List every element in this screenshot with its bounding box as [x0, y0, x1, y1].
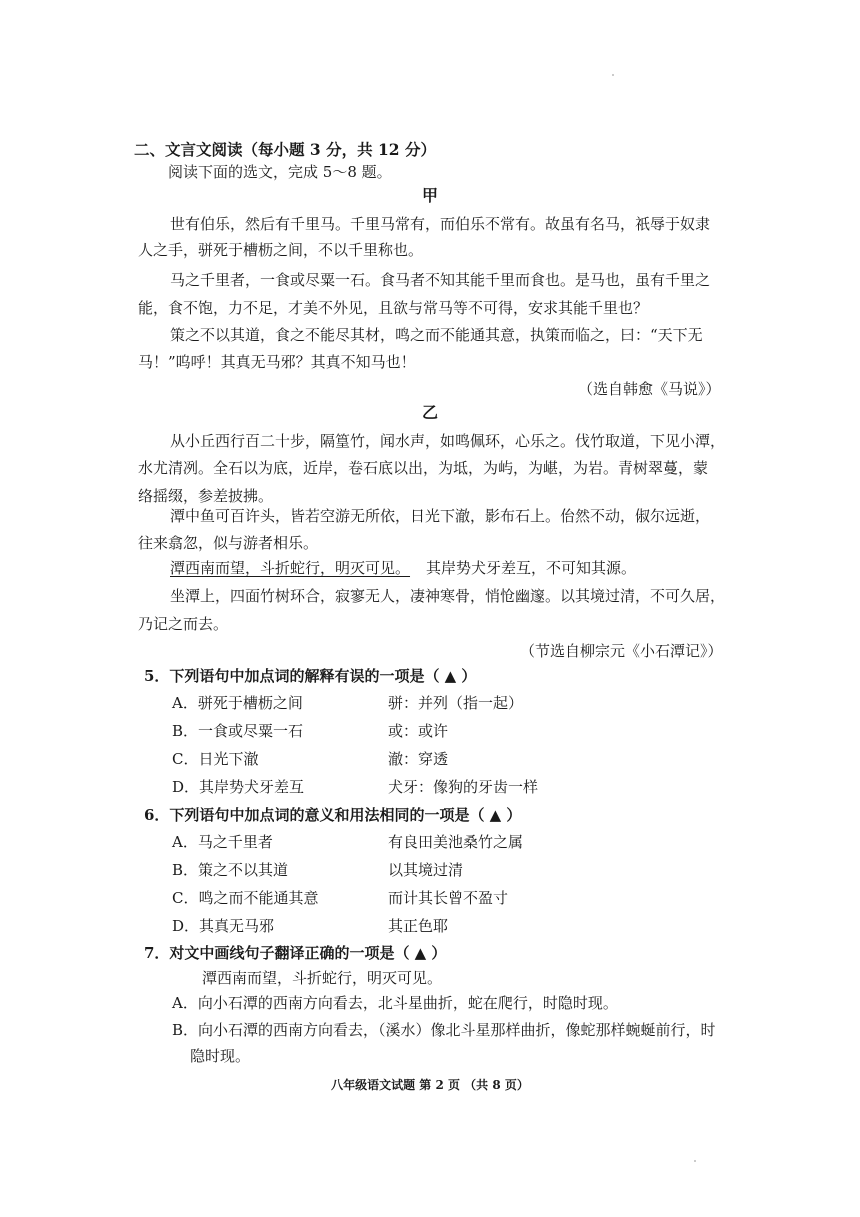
- q6-option-a: A．马之千里者: [172, 833, 273, 851]
- scan-speck: [612, 74, 614, 76]
- question-7-stem: 7．对文中画线句子翻译正确的一项是（ ▲ ）: [144, 944, 447, 962]
- q7-option-a: A．向小石潭的西南方向看去，北斗星曲折，蛇在爬行，时隐时现。: [172, 994, 618, 1012]
- passage-b-line: 水尤清冽。全石以为底，近岸，卷石底以出，为坻，为屿，为嵁，为岩。青树翠蔓，蒙: [138, 459, 709, 477]
- passage-b-line: 潭中鱼可百许头，皆若空游无所依，日光下澈，影布石上。佁然不动，俶尔远逝，: [170, 507, 711, 525]
- q6-option-c-compare: 而计其长曾不盈寸: [388, 889, 509, 907]
- passage-b-source: （节选自柳宗元《小石潭记》）: [520, 642, 723, 660]
- passage-b-line: 坐潭上，四面竹树环合，寂寥无人，凄神寒骨，悄怆幽邃。以其境过清，不可久居，: [170, 587, 726, 605]
- passage-a-source: （选自韩愈《马说》）: [578, 380, 721, 398]
- q7-option-b-continued: 隐时现。: [190, 1047, 251, 1065]
- q6-option-d: D．其真无马邪: [172, 917, 275, 935]
- q6-option-b: B．策之不以其道: [172, 861, 289, 879]
- q5-option-b: B．一食或尽粟一石: [172, 722, 304, 740]
- q7-option-b: B．向小石潭的西南方向看去，（溪水）像北斗星那样曲折，像蛇那样蜿蜒前行，时: [172, 1021, 716, 1039]
- q5-option-b-gloss: 或：或许: [388, 722, 449, 740]
- passage-a-line: 人之手，骈死于槽枥之间，不以千里称也。: [138, 241, 424, 259]
- scan-speck: [694, 1160, 696, 1162]
- q5-option-c: C．日光下澈: [172, 750, 259, 768]
- q6-option-a-compare: 有良田美池桑竹之属: [388, 833, 524, 851]
- passage-a-line: 能，食不饱，力不足，才美不外见，且欲与常马等不可得，安求其能千里也？: [138, 299, 649, 317]
- question-6-stem: 6．下列语句中加点词的意义和用法相同的一项是（ ▲ ）: [144, 806, 522, 824]
- passage-a-line: 世有伯乐，然后有千里马。千里马常有，而伯乐不常有。故虽有名马，祇辱于奴隶: [170, 215, 711, 233]
- q5-option-a-gloss: 骈：并列（指一起）: [388, 694, 524, 712]
- passage-b-line: 往来翕忽，似与游者相乐。: [138, 534, 319, 552]
- passage-b-line: 乃记之而去。: [138, 615, 229, 633]
- passage-a-line: 马之千里者，一食或尽粟一石。食马者不知其能千里而食也。是马也，虽有千里之: [170, 271, 711, 289]
- passage-b-title: 乙: [421, 403, 438, 422]
- q5-option-a: A．骈死于槽枥之间: [172, 694, 303, 712]
- page-footer: 八年级语文试题 第 2 页 （共 8 页）: [331, 1078, 529, 1092]
- q5-option-c-gloss: 澈：穿透: [388, 750, 449, 768]
- passage-b-line: 其岸势犬牙差互，不可知其源。: [426, 559, 637, 577]
- q7-quoted-sentence: 潭西南而望，斗折蛇行，明灭可见。: [202, 969, 443, 987]
- passage-a-title: 甲: [421, 186, 438, 205]
- passage-a-line: 马！”呜呼！其真无马邪？其真不知马也！: [138, 353, 416, 371]
- question-5-stem: 5．下列语句中加点词的解释有误的一项是（ ▲ ）: [144, 667, 477, 685]
- underlined-sentence: 潭西南而望，斗折蛇行，明灭可见。: [170, 559, 411, 577]
- passage-b-line: 络摇缀，参差披拂。: [138, 487, 274, 505]
- passage-a-line: 策之不以其道，食之不能尽其材，鸣之而不能通其意，执策而临之，曰：“天下无: [170, 326, 703, 344]
- q5-option-d: D．其岸势犬牙差互: [172, 778, 305, 796]
- q5-option-d-gloss: 犬牙：像狗的牙齿一样: [388, 778, 539, 796]
- q6-option-d-compare: 其正色耶: [388, 917, 449, 935]
- section-heading: 二、文言文阅读（每小题 3 分，共 12 分）: [134, 140, 436, 159]
- q6-option-b-compare: 以其境过清: [388, 861, 464, 879]
- passage-b-line: 从小丘西行百二十步，隔篁竹，闻水声，如鸣佩环，心乐之。伐竹取道，下见小潭，: [170, 432, 726, 450]
- section-instruction: 阅读下面的选文，完成 5～8 题。: [168, 163, 392, 181]
- q6-option-c: C．鸣之而不能通其意: [172, 889, 319, 907]
